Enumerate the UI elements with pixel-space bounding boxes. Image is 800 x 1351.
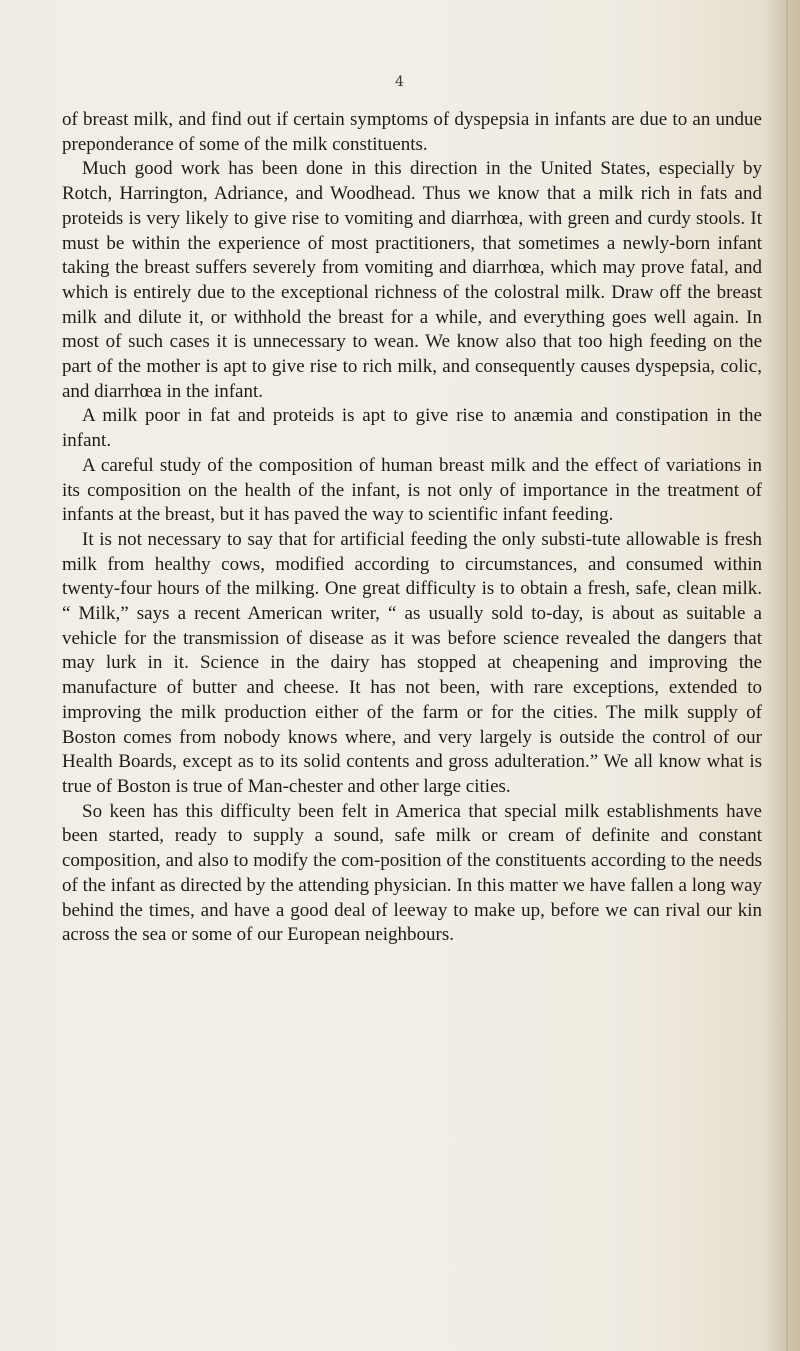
- body-text: [62, 108, 762, 948]
- page-edge-line: [786, 0, 788, 1351]
- page-edge-shadow: [766, 0, 800, 1351]
- paragraph: Much good work has been done in this direction in the United States, especially by Rotch, Harrington, Adriance, and Woodhead. Thus we know that a milk rich in fats and proteids is very likely to give rise to vomiting and diarrhœa, with green and curdy stools. It must be within the experience of most practitioners, that sometimes a newly-born infant taking the breast suffers severely from vomiting and diarrhœa, which may prove fatal, and which is entirely due to the exceptional richness of the colostral milk. Draw off the breast milk and dilute it, or withhold the breast for a while, and everything goes well again. In most of such cases it is unnecessary to wean. We know also that too high feeding on the part of the mother is apt to give rise to rich milk, and consequently causes dyspepsia, colic, and diarrhœa in the infant.: [62, 158, 762, 402]
- paragraph: A milk poor in fat and proteids is apt to give rise to anæmia and constipation in the infant.: [62, 405, 762, 452]
- paragraph: of breast milk, and find out if certain symptoms of dyspepsia in infants are due to an undue preponderance of some of the milk constituents.: [62, 109, 762, 155]
- paragraph: A careful study of the composition of human breast milk and the effect of variations in its composition on the health of the infant, is not only of importance in the treatment of infants at the breast, but it has paved the way to scientific infant feeding.: [62, 454, 762, 526]
- paragraph: So keen has this difficulty been felt in America that special milk establishments have been started, ready to supply a sound, safe milk or cream of definite and constant composition, and also to modify the com-position of the constituents according to the needs of the infant as directed by the attending physician. In this matter we have fallen a long way behind the times, and have a good deal of leeway to make up, before we can rival our kin across the sea or some of our European neighbours.: [62, 800, 762, 946]
- paragraph: It is not necessary to say that for artificial feeding the only substi-tute allowable is fresh milk from healthy cows, modified according to circumstances, and consumed within twenty-four hours of the milking. One great difficulty is to obtain a fresh, safe, clean milk. “ Milk,” says a recent American writer, “ as usually sold to-day, is about as suitable a vehicle for the transmission of disease as it was before science revealed the dangers that may lurk in it. Science in the dairy has stopped at cheapening and improving the manufacture of butter and cheese. It has not been, with rare exceptions, extended to improving the milk production either of the farm or for the cities. The milk supply of Boston comes from nobody knows where, and very largely is outside the control of our Health Boards, except as to its solid contents and gross adulteration.” We all know what is true of Boston is true of Man-chester and other large cities.: [62, 528, 762, 797]
- page-number: 4: [395, 74, 404, 90]
